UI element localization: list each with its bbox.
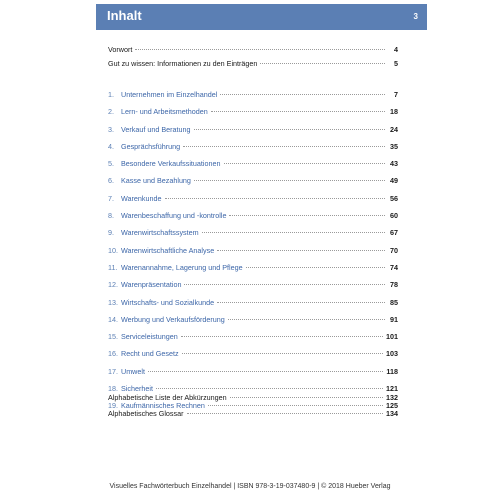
toc-chapter-entry[interactable] (108, 315, 398, 332)
toc-entry-page: 132 (386, 393, 398, 402)
chapter-title: Sicherheit (121, 384, 153, 394)
chapter-title: Warenwirtschaftssystem (121, 228, 199, 238)
toc-chapter-entry[interactable] (108, 107, 398, 124)
dot-leader (202, 232, 385, 233)
chapter-page: 35 (390, 141, 398, 151)
dot-leader (183, 146, 385, 147)
dot-leader (217, 250, 385, 251)
toc-entry-gut-zu-wissen[interactable] (108, 59, 398, 73)
toc-entry-page: 5 (394, 59, 398, 68)
toc-chapter-entry[interactable] (108, 367, 398, 384)
toc-chapter-entry[interactable] (108, 263, 398, 280)
toc-entry-label: Vorwort (108, 45, 133, 54)
toc-chapter-entry[interactable] (108, 228, 398, 245)
chapter-page: 43 (390, 159, 398, 169)
chapter-title: Kaufmännisches Rechnen (121, 401, 205, 411)
chapter-page: 103 (386, 349, 398, 359)
page-number: 3 (413, 12, 418, 21)
dot-leader (187, 413, 383, 414)
chapter-number: 12. (108, 280, 118, 290)
dot-leader (246, 267, 385, 268)
chapter-number: 2. (108, 107, 114, 117)
chapter-title: Warenbeschaffung und -kontrolle (121, 211, 227, 221)
chapter-number: 13. (108, 297, 118, 307)
dot-leader (260, 63, 385, 64)
chapter-title: Kasse und Bezahlung (121, 176, 191, 186)
toc-chapter-list (108, 90, 398, 419)
chapter-number: 14. (108, 314, 118, 324)
toc-entry-page: 4 (394, 45, 398, 54)
chapter-title: Umwelt (121, 366, 145, 376)
chapter-title: Werbung und Verkaufsförderung (121, 314, 225, 324)
dot-leader (148, 371, 383, 372)
page-header (96, 4, 427, 30)
toc-chapter-entry[interactable] (108, 298, 398, 315)
chapter-title: Warenkunde (121, 193, 162, 203)
toc-chapter-entry[interactable] (108, 280, 398, 297)
chapter-number: 3. (108, 124, 114, 134)
chapter-page: 74 (390, 262, 398, 272)
toc-chapter-entry[interactable] (108, 176, 398, 193)
chapter-page: 60 (390, 211, 398, 221)
toc-entry-label: Gut zu wissen: Informationen zu den Einträgen (108, 59, 258, 68)
chapter-page: 56 (390, 193, 398, 203)
toc-entry-vorwort[interactable] (108, 45, 398, 59)
chapter-page: 18 (390, 107, 398, 117)
toc-chapter-entry[interactable] (108, 211, 398, 228)
chapter-number: 11. (108, 262, 118, 272)
dot-leader (194, 180, 385, 181)
chapter-number: 5. (108, 159, 114, 169)
toc-chapter-entry[interactable] (108, 349, 398, 366)
dot-leader (135, 49, 385, 50)
chapter-number: 9. (108, 228, 114, 238)
chapter-page: 24 (390, 124, 398, 134)
toc-back-section (108, 393, 398, 425)
chapter-page: 49 (390, 176, 398, 186)
dot-leader (184, 284, 385, 285)
chapter-page: 78 (390, 280, 398, 290)
dot-leader (228, 319, 385, 320)
dot-leader (181, 336, 383, 337)
chapter-page: 121 (386, 384, 398, 394)
toc-entry-glossar[interactable] (108, 409, 398, 425)
chapter-title: Serviceleistungen (121, 332, 178, 342)
toc-chapter-entry[interactable] (108, 159, 398, 176)
chapter-number: 17. (108, 366, 118, 376)
chapter-title: Warenwirtschaftliche Analyse (121, 245, 215, 255)
chapter-number: 19. (108, 401, 118, 411)
chapter-number: 10. (108, 245, 118, 255)
dot-leader (229, 215, 385, 216)
chapter-number: 16. (108, 349, 118, 359)
chapter-number: 18. (108, 384, 118, 394)
chapter-title: Recht und Gesetz (121, 349, 179, 359)
chapter-page: 118 (386, 366, 398, 376)
toc-chapter-entry[interactable] (108, 142, 398, 159)
dot-leader (211, 111, 385, 112)
toc-chapter-entry[interactable] (108, 332, 398, 349)
chapter-page: 125 (386, 401, 398, 411)
chapter-title: Unternehmen im Einzelhandel (121, 90, 218, 99)
dot-leader (224, 163, 386, 164)
chapter-page: 85 (390, 297, 398, 307)
chapter-title: Verkauf und Beratung (121, 124, 191, 134)
toc-chapter-entry[interactable] (108, 125, 398, 142)
chapter-title: Besondere Verkaufssituationen (121, 159, 221, 169)
chapter-title: Wirtschafts- und Sozialkunde (121, 297, 215, 307)
chapter-title: Lern- und Arbeitsmethoden (121, 107, 208, 117)
chapter-title: Warenannahme, Lagerung und Pflege (121, 262, 243, 272)
toc-entry-label: Alphabetisches Glossar (108, 409, 184, 418)
dot-leader (220, 94, 385, 95)
dot-leader (217, 302, 385, 303)
chapter-number: 15. (108, 332, 118, 342)
chapter-number: 7. (108, 193, 114, 203)
chapter-title: Warenpräsentation (121, 280, 182, 290)
chapter-page: 70 (390, 245, 398, 255)
chapter-number: 8. (108, 211, 114, 221)
chapter-page: 101 (386, 332, 398, 342)
toc-entry-page: 134 (386, 409, 398, 418)
toc-chapter-entry[interactable] (108, 194, 398, 211)
chapter-number: 6. (108, 176, 114, 186)
chapter-number: 1. (108, 90, 114, 99)
toc-front-section (108, 45, 398, 73)
page-footer: Visuelles Fachwörterbuch Einzelhandel | ISBN 978-3-19-037480-9 | © 2018 Hueber Verlag (109, 483, 391, 490)
chapter-page: 67 (390, 228, 398, 238)
dot-leader (182, 353, 383, 354)
chapter-title: Gesprächsführung (121, 141, 181, 151)
toc-entry-abkuerzungen[interactable] (108, 393, 398, 409)
chapter-page: 91 (390, 314, 398, 324)
page-title: Inhalt (107, 8, 142, 23)
dot-leader (230, 397, 383, 398)
toc-chapter-entry[interactable] (108, 246, 398, 263)
chapter-number: 4. (108, 141, 114, 151)
chapter-page: 7 (394, 90, 398, 99)
toc-entry-label: Alphabetische Liste der Abkürzungen (108, 393, 227, 402)
dot-leader (156, 388, 383, 389)
dot-leader (165, 198, 386, 199)
toc-chapter-entry[interactable] (108, 90, 398, 107)
dot-leader (194, 129, 385, 130)
